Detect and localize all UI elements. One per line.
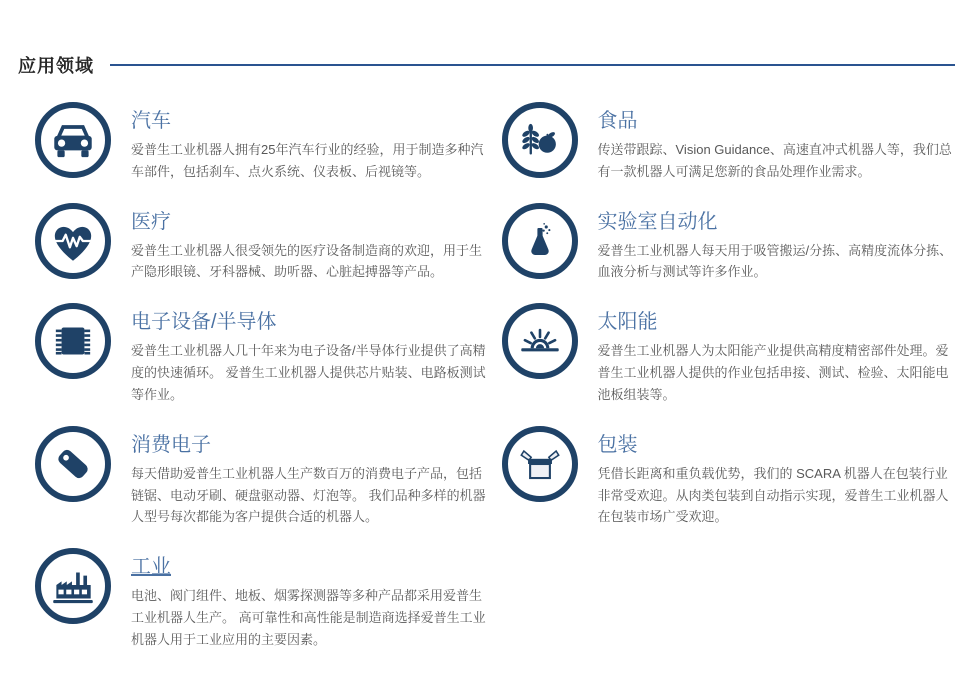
application-desc-consumer-electronics: 每天借助爱普生工业机器人生产数百万的消费电子产品，包括链锯、电动牙刷、硬盘驱动器、灯泡等。 我们品种多样的机器人型号每次都能为客户提供合适的机器人。	[131, 465, 486, 525]
application-title-packaging[interactable]: 包装	[597, 433, 638, 456]
application-desc-medical: 爱普生工业机器人很受领先的医疗设备制造商的欢迎，用于生产隐形眼镜、牙科器械、助听器、心脏起搏器等产品。	[131, 242, 483, 280]
application-desc-automotive: 爱普生工业机器人拥有25年汽车行业的经验，用于制造多种汽车部件，包括刹车、点火系统、仪表板、后视镜等。	[131, 142, 484, 179]
application-title-electronics[interactable]: 电子设备/半导体	[131, 311, 277, 334]
application-item-industrial	[35, 548, 488, 650]
application-item-consumer-electronics	[35, 426, 488, 528]
chip-icon[interactable]	[35, 303, 111, 379]
application-item-food	[502, 102, 955, 183]
header-divider	[110, 64, 955, 66]
application-desc-solar: 爱普生工业机器人为太阳能产业提供高精度精密部件处理。爱普生工业机器人提供的作业包括串接、测试、检验、太阳能电池板组装等。	[597, 343, 949, 402]
application-item-automotive	[35, 102, 488, 183]
car-icon[interactable]	[35, 102, 111, 178]
heart-pulse-icon[interactable]	[35, 203, 111, 279]
application-title-lab-automation[interactable]: 实验室自动化	[597, 210, 718, 233]
application-item-lab-automation	[502, 203, 955, 284]
application-title-medical[interactable]: 医疗	[131, 210, 171, 233]
application-item-medical	[35, 203, 488, 284]
factory-icon[interactable]	[35, 548, 111, 624]
application-items-grid	[0, 102, 960, 651]
application-desc-packaging: 凭借长距离和重负载优势，我们的 SCARA 机器人在包装行业非常受欢迎。从肉类包装到自动指示实现，爱普生工业机器人在包装市场广受欢迎。	[597, 465, 949, 525]
box-icon[interactable]	[502, 426, 578, 502]
application-item-packaging	[502, 426, 955, 528]
application-title-solar[interactable]: 太阳能	[597, 311, 658, 334]
application-item-electronics	[35, 303, 488, 405]
application-desc-lab-automation: 爱普生工业机器人每天用于吸管搬运/分拣、高精度流体分拣、血液分析与测试等许多作业。	[597, 242, 953, 280]
flask-icon[interactable]	[502, 203, 578, 279]
application-title-industrial[interactable]: 工业	[131, 556, 171, 579]
application-desc-food: 传送带跟踪、Vision Guidance、高速直冲式机器人等，我们总有一款机器人可满足您新的食品处理作业需求。	[597, 142, 952, 179]
application-title-consumer-electronics[interactable]: 消费电子	[131, 433, 211, 456]
tag-icon[interactable]	[35, 426, 111, 502]
application-title-food[interactable]: 食品	[597, 110, 638, 132]
application-title-automotive[interactable]: 汽车	[131, 110, 171, 132]
sunrise-icon[interactable]	[502, 303, 578, 379]
page-title: 应用领域	[18, 56, 94, 76]
application-desc-industrial: 电池、阀门组件、地板、烟雾探测器等多种产品都采用爱普生工业机器人生产。 高可靠性和高性能是制造商选择爱普生工业机器人用于工业应用的主要因素。	[131, 588, 486, 647]
section-header	[0, 52, 960, 78]
wheat-apple-icon[interactable]	[502, 102, 578, 178]
application-desc-electronics: 爱普生工业机器人几十年来为电子设备/半导体行业提供了高精度的快速循环。 爱普生工业机器人提供芯片贴装、电路板测试等作业。	[131, 343, 486, 402]
application-item-solar	[502, 303, 955, 405]
